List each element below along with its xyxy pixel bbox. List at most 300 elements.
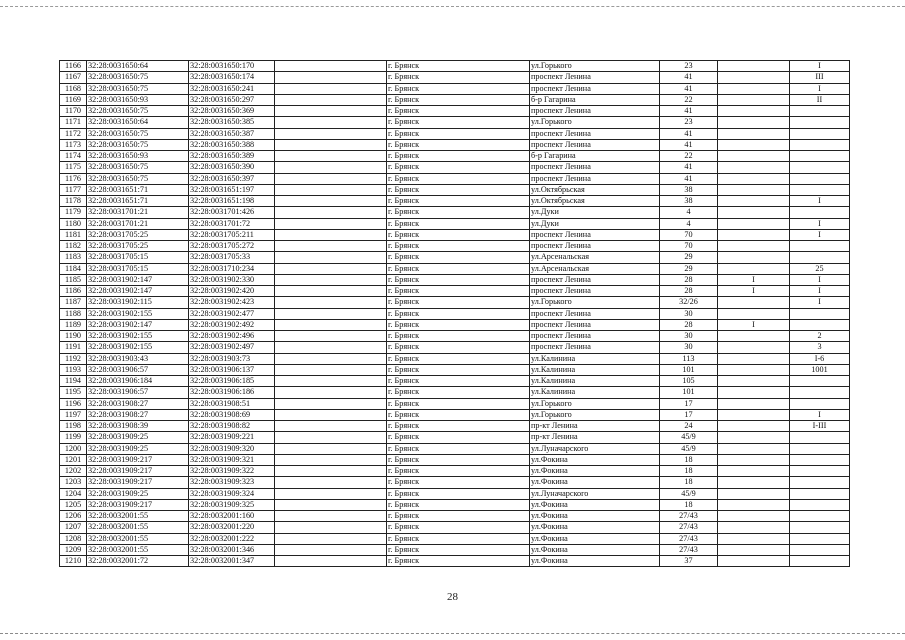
table-row [60,252,850,263]
land-cadastral-number-cell: 32:28:0031650:75 [87,83,189,94]
table-row [60,499,850,510]
floor-cell [718,398,790,409]
row-number-cell: 1174 [60,151,87,162]
object-cadastral-number-cell: 32:28:0031650:297 [189,94,275,105]
object-cadastral-number-cell: 32:28:0031909:323 [189,477,275,488]
table-row [60,61,850,72]
row-number-cell: 1192 [60,353,87,364]
city-cell: г. Брянск [387,297,530,308]
floor-cell [718,139,790,150]
city-cell: г. Брянск [387,409,530,420]
premises-number-cell [790,477,850,488]
table-row [60,297,850,308]
floor-cell [718,207,790,218]
blank-cell-cell [275,544,387,555]
row-number-cell: 1178 [60,196,87,207]
premises-number-cell [790,432,850,443]
object-cadastral-number-cell: 32:28:0031909:320 [189,443,275,454]
blank-cell-cell [275,454,387,465]
blank-cell-cell [275,196,387,207]
land-cadastral-number-cell: 32:28:0031909:217 [87,477,189,488]
object-cadastral-number-cell: 32:28:0032001:160 [189,511,275,522]
floor-cell: I [718,319,790,330]
premises-number-cell [790,443,850,454]
street-cell: ул.Горького [530,61,660,72]
city-cell: г. Брянск [387,173,530,184]
street-cell: ул.Фокина [530,556,660,567]
city-cell: г. Брянск [387,128,530,139]
floor-cell [718,196,790,207]
blank-cell-cell [275,72,387,83]
street-cell: проспект Ленина [530,286,660,297]
row-number-cell: 1184 [60,263,87,274]
premises-number-cell [790,241,850,252]
table-row [60,342,850,353]
object-cadastral-number-cell: 32:28:0031705:211 [189,229,275,240]
floor-cell [718,229,790,240]
city-cell: г. Брянск [387,556,530,567]
street-cell: проспект Ленина [530,106,660,117]
row-number-cell: 1202 [60,466,87,477]
table-row [60,331,850,342]
floor-cell [718,106,790,117]
row-number-cell: 1209 [60,544,87,555]
object-cadastral-number-cell: 32:28:0031902:423 [189,297,275,308]
premises-number-cell [790,207,850,218]
land-cadastral-number-cell: 32:28:0031909:217 [87,466,189,477]
object-cadastral-number-cell: 32:28:0031650:369 [189,106,275,117]
table-row [60,353,850,364]
street-cell: проспект Ленина [530,342,660,353]
street-cell: ул.Горького [530,398,660,409]
house-number-cell: 101 [660,364,718,375]
object-cadastral-number-cell: 32:28:0031902:330 [189,274,275,285]
city-cell: г. Брянск [387,353,530,364]
city-cell: г. Брянск [387,421,530,432]
blank-cell-cell [275,342,387,353]
table-row [60,218,850,229]
floor-cell [718,151,790,162]
street-cell: ул.Октябрьская [530,184,660,195]
city-cell: г. Брянск [387,511,530,522]
house-number-cell: 41 [660,173,718,184]
floor-cell [718,173,790,184]
blank-cell-cell [275,274,387,285]
land-cadastral-number-cell: 32:28:0031909:25 [87,443,189,454]
street-cell: ул.Октябрьская [530,196,660,207]
street-cell: ул.Дуки [530,218,660,229]
row-number-cell: 1199 [60,432,87,443]
house-number-cell: 37 [660,556,718,567]
land-cadastral-number-cell: 32:28:0031902:147 [87,319,189,330]
city-cell: г. Брянск [387,364,530,375]
blank-cell-cell [275,387,387,398]
city-cell: г. Брянск [387,443,530,454]
object-cadastral-number-cell: 32:28:0032001:220 [189,522,275,533]
row-number-cell: 1193 [60,364,87,375]
floor-cell [718,128,790,139]
floor-cell [718,184,790,195]
house-number-cell: 27/43 [660,533,718,544]
table-row [60,162,850,173]
blank-cell-cell [275,286,387,297]
floor-cell [718,117,790,128]
house-number-cell: 30 [660,331,718,342]
blank-cell-cell [275,83,387,94]
blank-cell-cell [275,398,387,409]
row-number-cell: 1204 [60,488,87,499]
object-cadastral-number-cell: 32:28:0032001:222 [189,533,275,544]
object-cadastral-number-cell: 32:28:0031909:322 [189,466,275,477]
floor-cell [718,61,790,72]
row-number-cell: 1172 [60,128,87,139]
land-cadastral-number-cell: 32:28:0031650:75 [87,106,189,117]
land-cadastral-number-cell: 32:28:0031906:57 [87,364,189,375]
premises-number-cell: I-III [790,421,850,432]
house-number-cell: 113 [660,353,718,364]
table-row [60,151,850,162]
table-row [60,454,850,465]
object-cadastral-number-cell: 32:28:0031908:51 [189,398,275,409]
blank-cell-cell [275,252,387,263]
premises-number-cell: I [790,297,850,308]
house-number-cell: 23 [660,117,718,128]
floor-cell [718,499,790,510]
land-cadastral-number-cell: 32:28:0032001:55 [87,511,189,522]
house-number-cell: 22 [660,94,718,105]
street-cell: ул.Дуки [530,207,660,218]
blank-cell-cell [275,297,387,308]
object-cadastral-number-cell: 32:28:0031650:387 [189,128,275,139]
row-number-cell: 1200 [60,443,87,454]
street-cell: проспект Ленина [530,229,660,240]
house-number-cell: 27/43 [660,511,718,522]
table-row [60,421,850,432]
blank-cell-cell [275,151,387,162]
land-cadastral-number-cell: 32:28:0031705:25 [87,229,189,240]
table-row [60,319,850,330]
floor-cell [718,432,790,443]
row-number-cell: 1181 [60,229,87,240]
land-cadastral-number-cell: 32:28:0031906:57 [87,387,189,398]
house-number-cell: 41 [660,139,718,150]
premises-number-cell [790,544,850,555]
table-row [60,556,850,567]
floor-cell: I [718,274,790,285]
row-number-cell: 1198 [60,421,87,432]
object-cadastral-number-cell: 32:28:0031650:397 [189,173,275,184]
house-number-cell: 4 [660,218,718,229]
city-cell: г. Брянск [387,184,530,195]
floor-cell [718,331,790,342]
row-number-cell: 1187 [60,297,87,308]
blank-cell-cell [275,241,387,252]
city-cell: г. Брянск [387,398,530,409]
premises-number-cell [790,387,850,398]
row-number-cell: 1194 [60,376,87,387]
floor-cell [718,443,790,454]
object-cadastral-number-cell: 32:28:0031902:492 [189,319,275,330]
street-cell: проспект Ленина [530,308,660,319]
object-cadastral-number-cell: 32:28:0031650:170 [189,61,275,72]
land-cadastral-number-cell: 32:28:0031650:93 [87,94,189,105]
object-cadastral-number-cell: 32:28:0031650:389 [189,151,275,162]
table-row [60,274,850,285]
object-cadastral-number-cell: 32:28:0031906:137 [189,364,275,375]
table-row [60,72,850,83]
land-cadastral-number-cell: 32:28:0031902:155 [87,308,189,319]
row-number-cell: 1210 [60,556,87,567]
house-number-cell: 30 [660,308,718,319]
table-row [60,94,850,105]
city-cell: г. Брянск [387,308,530,319]
house-number-cell: 41 [660,162,718,173]
row-number-cell: 1197 [60,409,87,420]
premises-number-cell: I [790,61,850,72]
house-number-cell: 45/9 [660,443,718,454]
premises-number-cell: 25 [790,263,850,274]
row-number-cell: 1186 [60,286,87,297]
blank-cell-cell [275,499,387,510]
land-cadastral-number-cell: 32:28:0032001:55 [87,533,189,544]
table-row [60,398,850,409]
street-cell: ул.Горького [530,409,660,420]
premises-number-cell: I [790,274,850,285]
object-cadastral-number-cell: 32:28:0031902:497 [189,342,275,353]
land-cadastral-number-cell: 32:28:0031909:25 [87,488,189,499]
street-cell: пр-кт Ленина [530,421,660,432]
premises-number-cell [790,511,850,522]
table-row [60,477,850,488]
page-number: 28 [447,591,458,603]
premises-number-cell: III [790,72,850,83]
object-cadastral-number-cell: 32:28:0031906:185 [189,376,275,387]
table-row [60,286,850,297]
blank-cell-cell [275,263,387,274]
blank-cell-cell [275,432,387,443]
premises-number-cell [790,173,850,184]
house-number-cell: 18 [660,466,718,477]
premises-number-cell [790,117,850,128]
street-cell: ул.Горького [530,117,660,128]
house-number-cell: 29 [660,252,718,263]
city-cell: г. Брянск [387,207,530,218]
premises-number-cell [790,106,850,117]
floor-cell [718,477,790,488]
floor-cell [718,466,790,477]
row-number-cell: 1168 [60,83,87,94]
city-cell: г. Брянск [387,274,530,285]
table-row [60,196,850,207]
table-row [60,376,850,387]
premises-number-cell [790,522,850,533]
city-cell: г. Брянск [387,72,530,83]
object-cadastral-number-cell: 32:28:0031650:385 [189,117,275,128]
land-cadastral-number-cell: 32:28:0031906:184 [87,376,189,387]
object-cadastral-number-cell: 32:28:0031909:221 [189,432,275,443]
street-cell: проспект Ленина [530,72,660,83]
floor-cell [718,376,790,387]
house-number-cell: 70 [660,241,718,252]
premises-number-cell [790,398,850,409]
blank-cell-cell [275,511,387,522]
house-number-cell: 105 [660,376,718,387]
page-edge-top [0,6,905,7]
street-cell: б-р Гагарина [530,94,660,105]
house-number-cell: 27/43 [660,522,718,533]
row-number-cell: 1169 [60,94,87,105]
object-cadastral-number-cell: 32:28:0031650:390 [189,162,275,173]
land-cadastral-number-cell: 32:28:0031651:71 [87,196,189,207]
table-row [60,207,850,218]
object-cadastral-number-cell: 32:28:0031909:324 [189,488,275,499]
premises-number-cell [790,454,850,465]
blank-cell-cell [275,229,387,240]
premises-number-cell: 1001 [790,364,850,375]
blank-cell-cell [275,488,387,499]
blank-cell-cell [275,139,387,150]
street-cell: проспект Ленина [530,162,660,173]
land-cadastral-number-cell: 32:28:0031902:115 [87,297,189,308]
object-cadastral-number-cell: 32:28:0031705:33 [189,252,275,263]
land-cadastral-number-cell: 32:28:0031701:21 [87,218,189,229]
blank-cell-cell [275,162,387,173]
street-cell: проспект Ленина [530,241,660,252]
street-cell: пр-кт Ленина [530,432,660,443]
registry-table-body [60,61,850,567]
house-number-cell: 23 [660,61,718,72]
city-cell: г. Брянск [387,286,530,297]
floor-cell [718,556,790,567]
house-number-cell: 32/26 [660,297,718,308]
house-number-cell: 30 [660,342,718,353]
premises-number-cell: I [790,409,850,420]
table-row [60,173,850,184]
house-number-cell: 27/43 [660,544,718,555]
land-cadastral-number-cell: 32:28:0031908:39 [87,421,189,432]
object-cadastral-number-cell: 32:28:0031650:388 [189,139,275,150]
floor-cell: I [718,286,790,297]
row-number-cell: 1208 [60,533,87,544]
house-number-cell: 24 [660,421,718,432]
object-cadastral-number-cell: 32:28:0031701:426 [189,207,275,218]
street-cell: ул.Фокина [530,522,660,533]
table-row [60,308,850,319]
floor-cell [718,544,790,555]
table-row [60,522,850,533]
city-cell: г. Брянск [387,241,530,252]
house-number-cell: 41 [660,128,718,139]
row-number-cell: 1176 [60,173,87,184]
land-cadastral-number-cell: 32:28:0032001:72 [87,556,189,567]
blank-cell-cell [275,184,387,195]
city-cell: г. Брянск [387,151,530,162]
row-number-cell: 1207 [60,522,87,533]
blank-cell-cell [275,364,387,375]
row-number-cell: 1201 [60,454,87,465]
street-cell: ул.Фокина [530,544,660,555]
table-row [60,409,850,420]
land-cadastral-number-cell: 32:28:0031903:43 [87,353,189,364]
table-row [60,432,850,443]
floor-cell [718,488,790,499]
street-cell: ул.Луначарского [530,443,660,454]
object-cadastral-number-cell: 32:28:0032001:347 [189,556,275,567]
row-number-cell: 1182 [60,241,87,252]
blank-cell-cell [275,466,387,477]
house-number-cell: 41 [660,106,718,117]
land-cadastral-number-cell: 32:28:0031909:25 [87,432,189,443]
blank-cell-cell [275,173,387,184]
house-number-cell: 28 [660,286,718,297]
house-number-cell: 70 [660,229,718,240]
row-number-cell: 1196 [60,398,87,409]
premises-number-cell [790,466,850,477]
blank-cell-cell [275,533,387,544]
table-row [60,544,850,555]
row-number-cell: 1175 [60,162,87,173]
land-cadastral-number-cell: 32:28:0031909:217 [87,499,189,510]
table-row [60,139,850,150]
floor-cell [718,83,790,94]
object-cadastral-number-cell: 32:28:0031650:174 [189,72,275,83]
premises-number-cell [790,139,850,150]
premises-number-cell: 2 [790,331,850,342]
blank-cell-cell [275,218,387,229]
city-cell: г. Брянск [387,61,530,72]
row-number-cell: 1206 [60,511,87,522]
row-number-cell: 1167 [60,72,87,83]
city-cell: г. Брянск [387,544,530,555]
premises-number-cell [790,376,850,387]
blank-cell-cell [275,353,387,364]
city-cell: г. Брянск [387,319,530,330]
street-cell: проспект Ленина [530,173,660,184]
blank-cell-cell [275,207,387,218]
street-cell: ул.Фокина [530,499,660,510]
row-number-cell: 1166 [60,61,87,72]
house-number-cell: 18 [660,454,718,465]
house-number-cell: 41 [660,83,718,94]
city-cell: г. Брянск [387,106,530,117]
street-cell: проспект Ленина [530,83,660,94]
house-number-cell: 45/9 [660,432,718,443]
land-cadastral-number-cell: 32:28:0031650:93 [87,151,189,162]
premises-number-cell: I [790,229,850,240]
blank-cell-cell [275,477,387,488]
row-number-cell: 1190 [60,331,87,342]
premises-number-cell [790,319,850,330]
land-cadastral-number-cell: 32:28:0031705:15 [87,252,189,263]
city-cell: г. Брянск [387,196,530,207]
blank-cell-cell [275,376,387,387]
street-cell: ул.Арсенальская [530,252,660,263]
object-cadastral-number-cell: 32:28:0031710:234 [189,263,275,274]
land-cadastral-number-cell: 32:28:0031902:155 [87,331,189,342]
floor-cell [718,353,790,364]
house-number-cell: 28 [660,274,718,285]
row-number-cell: 1205 [60,499,87,510]
table-row [60,387,850,398]
city-cell: г. Брянск [387,162,530,173]
table-row [60,184,850,195]
table-row [60,511,850,522]
land-cadastral-number-cell: 32:28:0031908:27 [87,398,189,409]
city-cell: г. Брянск [387,466,530,477]
object-cadastral-number-cell: 32:28:0031908:69 [189,409,275,420]
floor-cell [718,297,790,308]
land-cadastral-number-cell: 32:28:0031650:75 [87,173,189,184]
